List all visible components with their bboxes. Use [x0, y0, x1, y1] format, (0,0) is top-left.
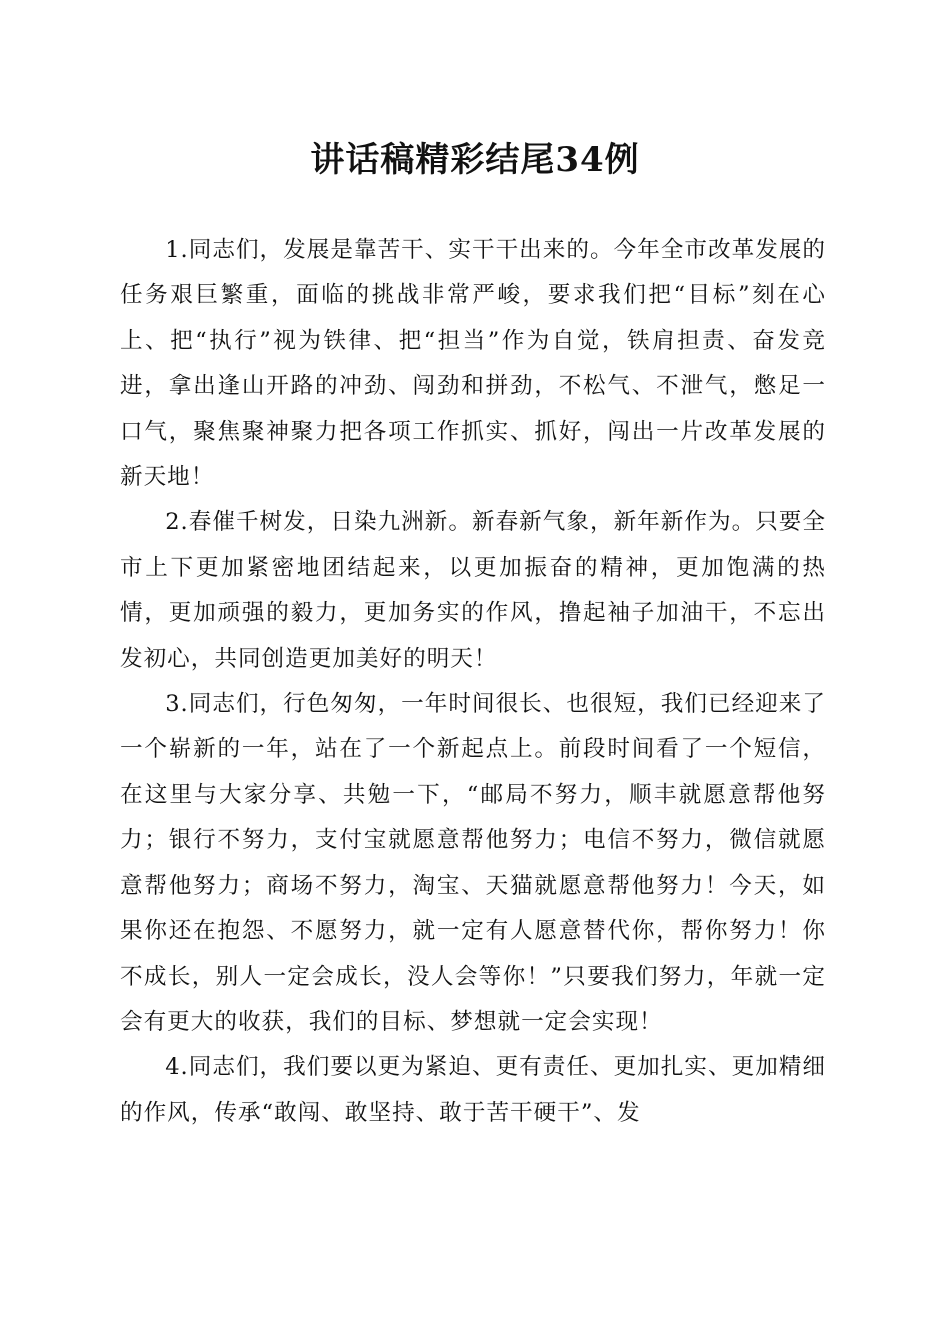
paragraph-2: 2.春催千树发，日染九洲新。新春新气象，新年新作为。只要全市上下更加紧密地团结起来，以更加振奋的精神，更加饱满的热情，更加顽强的毅力，更加务实的作风，撸起袖子加油干，不忘出发初心，共同创造更加美好的明天！ [120, 509, 826, 672]
document-body [120, 228, 826, 1136]
paragraph-1: 1.同志们，发展是靠苦干、实干干出来的。今年全市改革发展的任务艰巨繁重，面临的挑战非常严峻，要求我们把“目标”刻在心上、把“执行”视为铁律、把“担当”作为自觉，铁肩担责、奋发竞进，拿出逢山开路的冲劲、闯劲和拼劲，不松气、不泄气，憋足一口气，聚焦聚神聚力把各项工作抓实、抓好，闯出一片改革发展的新天地！ [120, 237, 826, 491]
paragraph-3: 3.同志们，行色匆匆，一年时间很长、也很短，我们已经迎来了一个崭新的一年，站在了一个新起点上。前段时间看了一个短信，在这里与大家分享、共勉一下，“邮局不努力，顺丰就愿意帮他努力；银行不努力，支付宝就愿意帮他努力；电信不努力，微信就愿意帮他努力；商场不努力，淘宝、天猫就愿意帮他努力！今天，如果你还在抱怨、不愿努力，就一定有人愿意替代你，帮你努力！你不成长，别人一定会成长，没人会等你！”只要我们努力，年就一定会有更大的收获，我们的目标、梦想就一定会实现！ [120, 691, 826, 1035]
document-title: 讲话稿精彩结尾34例 [310, 140, 640, 180]
paragraph-4: 4.同志们，我们要以更为紧迫、更有责任、更加扎实、更加精细的作风，传承“敢闯、敢坚持、敢于苦干硬干”、发 [120, 1054, 826, 1126]
